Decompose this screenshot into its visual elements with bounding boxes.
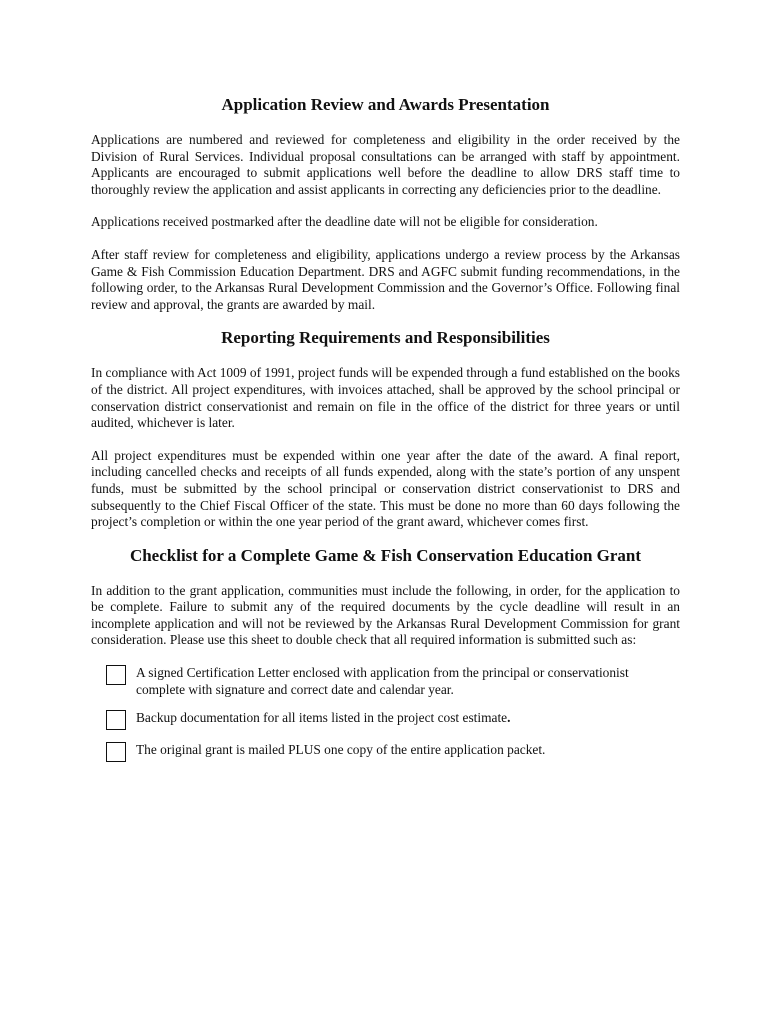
heading-reporting-requirements: Reporting Requirements and Responsibilities	[221, 328, 550, 348]
checklist-item-text-wrapper	[136, 710, 656, 727]
heading-application-review: Application Review and Awards Presentation	[221, 95, 550, 114]
checkbox-original-grant[interactable]	[106, 742, 126, 762]
checklist-item-original-grant	[106, 742, 680, 762]
checklist-item-period: .	[507, 710, 511, 726]
checklist-item-text: A signed Certification Letter enclosed with application from the principal or conservationist complete with signature and correct date and calendar year.	[136, 665, 629, 697]
checklist-item-text: The original grant is mailed PLUS one copy of the entire application packet.	[136, 742, 546, 758]
checklist-item-backup-documentation	[106, 710, 680, 730]
checklist	[91, 665, 680, 762]
checklist-item-text: Backup documentation for all items listed in the project cost estimate	[136, 710, 508, 726]
paragraph-checklist-intro: In addition to the grant application, communities must include the following, in order, for the application to be complete. Failure to submit any of the required documents by the cycle deadline will result in an incomplete application and will not be reviewed by the Arkansas Rural Development Commission for grant consideration. Please use this sheet to double check that all required information is submitted such as:	[91, 582, 680, 648]
paragraph-review-2: Applications received postmarked after the deadline date will not be eligible for consideration.	[91, 214, 598, 230]
paragraph-reporting-1: In compliance with Act 1009 of 1991, project funds will be expended through a fund established on the books of the district. All project expenditures, with invoices attached, shall be approved by the school principal or conservation district conservationist and remain on file in the office of the district for three years or until audited, whichever is later.	[91, 365, 680, 431]
checklist-item-certification-letter	[106, 665, 680, 698]
paragraph-review-3: After staff review for completeness and eligibility, applications undergo a review process by the Arkansas Game & Fish Commission Education Department. DRS and AGFC submit funding recommendations, in the following order, to the Arkansas Rural Development Commission and the Governor’s Office. Following final review and approval, the grants are awarded by mail.	[91, 246, 680, 312]
heading-checklist: Checklist for a Complete Game & Fish Conservation Education Grant	[129, 545, 642, 565]
document-page	[91, 94, 680, 774]
paragraph-review-1: Applications are numbered and reviewed for completeness and eligibility in the order received by the Division of Rural Services. Individual proposal consultations can be arranged with staff by appointment. Applicants are encouraged to submit applications well before the deadline to allow DRS staff time to thoroughly review the application and assist applicants in correcting any deficiencies prior to the deadline.	[91, 132, 680, 197]
checkbox-certification-letter[interactable]	[106, 665, 126, 685]
checkbox-backup-documentation[interactable]	[106, 710, 126, 730]
paragraph-reporting-2: All project expenditures must be expended within one year after the date of the award. A final report, including cancelled checks and receipts of all funds expended, along with the state’s portion of any unspent funds, must be submitted by the school principal or conservation district conservationist to DRS and subsequently to the Chief Fiscal Officer of the state. This must be done no more than 60 days following the project’s completion or within the one year period of the grant award, whichever comes first.	[91, 447, 680, 530]
